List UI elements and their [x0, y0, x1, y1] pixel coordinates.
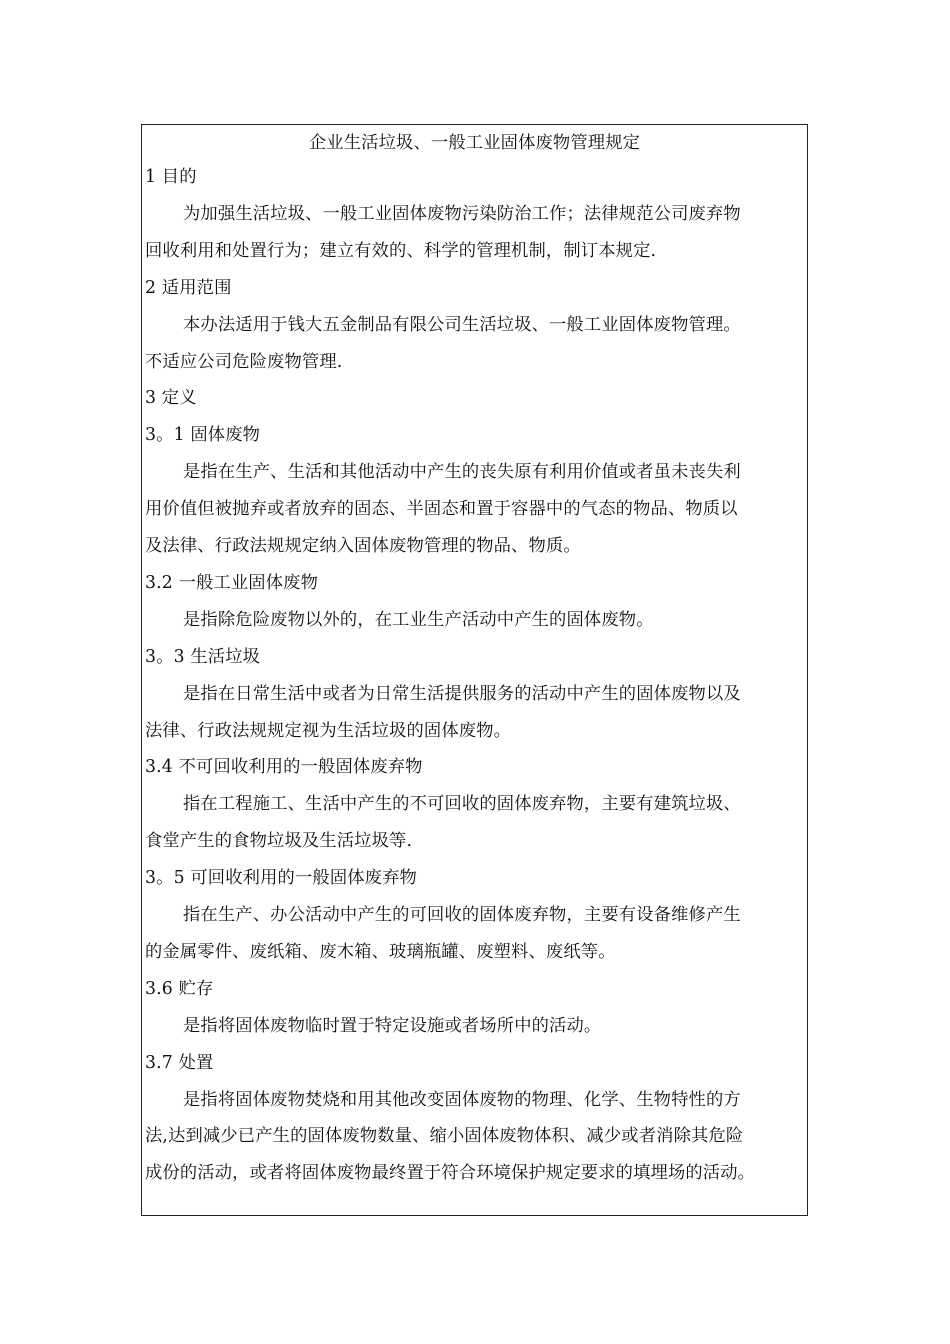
section-heading: 3 定义	[145, 388, 197, 409]
paragraph-line: 是指除危险废物以外的，在工业生产活动中产生的固体废物。	[183, 609, 654, 630]
section-heading: 2 适用范围	[145, 277, 232, 298]
paragraph-line: 法律、行政法规规定视为生活垃圾的固体废物。	[145, 720, 512, 741]
paragraph-line: 本办法适用于钱大五金制品有限公司生活垃圾、一般工业固体废物管理。	[183, 314, 741, 335]
paragraph-line: 不适应公司危险废物管理.	[145, 351, 343, 372]
paragraph-line: 是指在日常生活中或者为日常生活提供服务的活动中产生的固体废物以及	[183, 683, 741, 704]
paragraph-line: 的金属零件、废纸箱、废木箱、玻璃瓶罐、废塑料、废纸等。	[145, 941, 616, 962]
paragraph-line: 用价值但被抛弃或者放弃的固态、半固态和置于容器中的气态的物品、物质以	[145, 499, 738, 520]
section-heading: 3。1 固体废物	[145, 425, 261, 446]
section-heading: 3。5 可回收利用的一般固体废弃物	[145, 868, 417, 889]
section-heading: 3.7 处置	[145, 1052, 214, 1073]
paragraph-line: 成份的活动，或者将固体废物最终置于符合环境保护规定要求的填埋场的活动。	[145, 1163, 756, 1184]
paragraph-line: 为加强生活垃圾、一般工业固体废物污染防治工作；法律规范公司废弃物	[183, 203, 741, 224]
paragraph-line: 法,达到减少已产生的固体废物数量、缩小固体废物体积、减少或者消除其危险	[145, 1126, 744, 1147]
document-frame	[141, 124, 808, 1216]
paragraph-line: 指在生产、办公活动中产生的可回收的固体废弃物，主要有设备维修产生	[183, 905, 741, 925]
section-heading: 1 目的	[145, 167, 197, 187]
section-heading: 3。3 生活垃圾	[145, 646, 261, 667]
paragraph-line: 是指将固体废物焚烧和用其他改变固体废物的物理、化学、生物特性的方	[183, 1089, 741, 1110]
paragraph-line: 是指在生产、生活和其他活动中产生的丧失原有利用价值或者虽未丧失利	[183, 462, 741, 483]
paragraph-line: 回收利用和处置行为；建立有效的、科学的管理机制，制订本规定.	[145, 240, 657, 261]
paragraph-line: 及法律、行政法规规定纳入固体废物管理的物品、物质。	[145, 536, 581, 556]
paragraph-line: 是指将固体废物临时置于特定设施或者场所中的活动。	[183, 1015, 602, 1036]
paragraph-line: 食堂产生的食物垃圾及生活垃圾等.	[145, 831, 413, 852]
paragraph-line: 指在工程施工、生活中产生的不可回收的固体废弃物，主要有建筑垃圾、	[183, 794, 741, 815]
document-title: 企业生活垃圾、一般工业固体废物管理规定	[308, 133, 641, 153]
section-heading: 3.6 贮存	[145, 978, 214, 999]
section-heading: 3.4 不可回收利用的一般固体废弃物	[145, 757, 423, 778]
section-heading: 3.2 一般工业固体废物	[145, 572, 319, 593]
